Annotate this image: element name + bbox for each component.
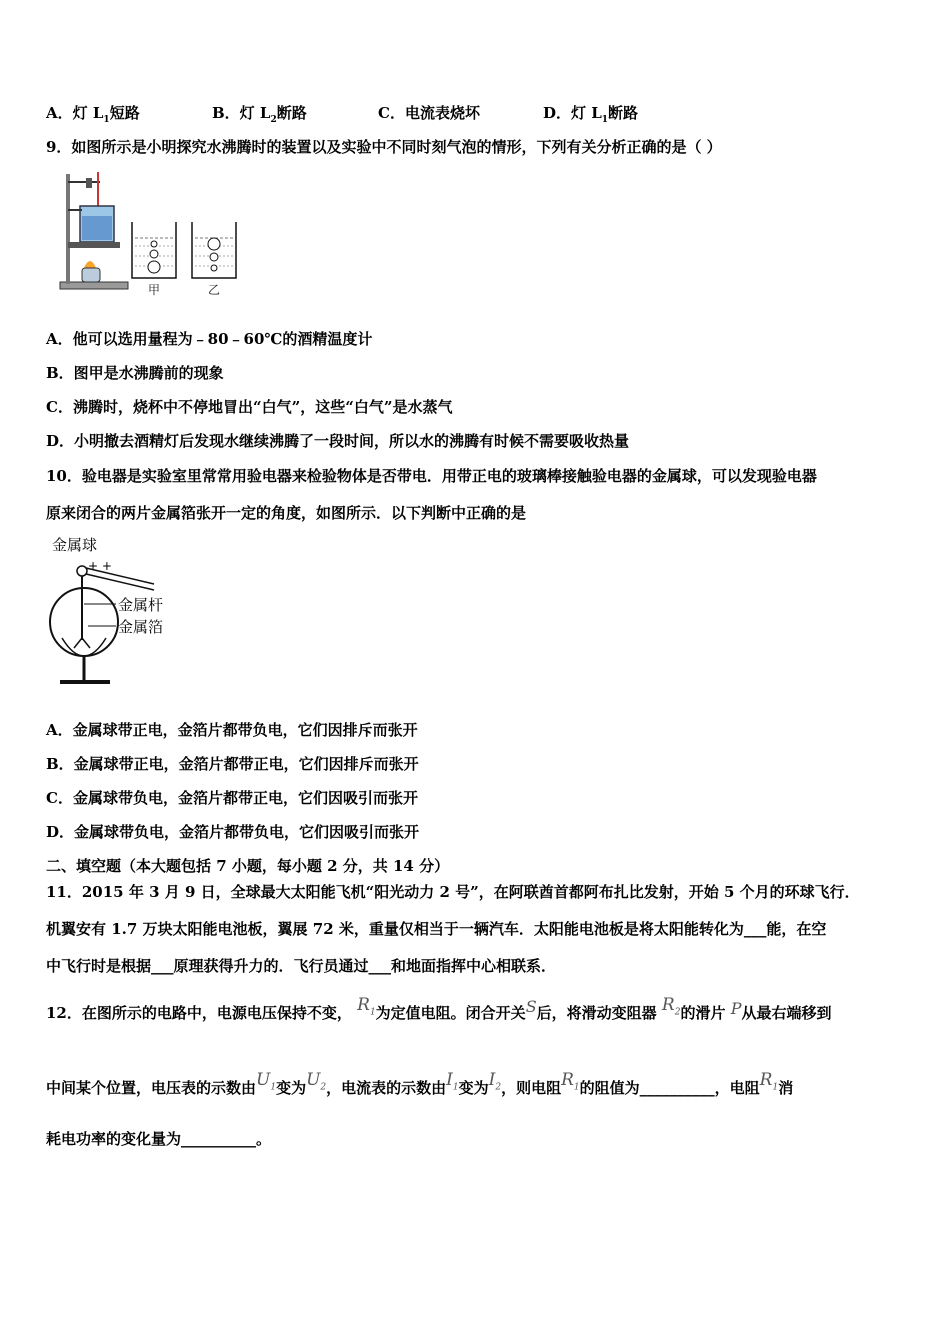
q8-option-c: C．电流表烧坏: [378, 104, 480, 122]
q10-stem-line2: 原来闭合的两片金属箔张开一定的角度，如图所示．以下判断中正确的是: [46, 504, 527, 522]
label-metal-rod: 金属杆: [118, 596, 164, 614]
q9-option-c: C．沸腾时，烧杯中不停地冒出“白气”，这些“白气”是水蒸气: [46, 398, 453, 416]
label-charge: + +: [88, 559, 112, 573]
section-2-heading: 二、填空题（本大题包括 7 小题，每小题 2 分，共 14 分）: [46, 857, 450, 875]
q11-line1: 11．2015 年 3 月 9 日，全球最大太阳能飞机“阳光动力 2 号”，在阿联酋首都阿布扎比发射，开始 5 个月的环球飞行．: [46, 883, 860, 901]
q9-option-b: B．图甲是水沸腾前的现象: [46, 364, 224, 382]
label-metal-ball: 金属球: [52, 536, 98, 554]
q12-line2: 中间某个位置，电压表的示数由$U_1$变为$U_2$，电流表的示数由$I_1$变为$I_2$，则电阻$R_1$的阻值为__________，电阻$R_1$消: [46, 1070, 794, 1097]
q8-option-d: D．灯 $L_1$断路: [543, 104, 639, 125]
q8-option-a: A．灯 $L_1$短路: [46, 104, 140, 125]
q11-line2: 机翼安有 1.7 万块太阳能电池板，翼展 72 米，重量仅相当于一辆汽车．太阳能电池板是将太阳能转化为___能，在空: [46, 920, 827, 938]
q9-option-a: A．他可以选用量程为﹣80﹣60℃的酒精温度计: [46, 330, 373, 348]
q8-option-b: B．灯 $L_2$断路: [212, 104, 307, 125]
sym-p: P: [730, 999, 742, 1018]
fig-label-jia: 甲: [148, 283, 161, 297]
q10-option-b: B．金属球带正电，金箔片都带正电，它们因排斥而张开: [46, 755, 419, 773]
sym-i2: $I_2$: [488, 1070, 502, 1093]
q10-option-c: C．金属球带负电，金箔片都带正电，它们因吸引而张开: [46, 789, 418, 807]
q10-option-a: A．金属球带正电，金箔片都带负电，它们因排斥而张开: [46, 721, 418, 739]
sym-r1-b: $R_1$: [561, 1070, 580, 1093]
label-metal-foil: 金属箔: [118, 618, 164, 636]
q9-stem: 9．如图所示是小明探究水沸腾时的装置以及实验中不同时刻气泡的情形，下列有关分析正确的是（ ）: [46, 138, 722, 156]
fig-label-yi: 乙: [208, 283, 221, 297]
q10-option-d: D．金属球带负电，金箔片都带负电，它们因吸引而张开: [46, 823, 420, 841]
q11-line3: 中飞行时是根据___原理获得升力的．飞行员通过___和地面指挥中心相联系．: [46, 957, 557, 975]
q12-line3: 耗电功率的变化量为__________。: [46, 1130, 272, 1148]
sym-i1: $I_1$: [446, 1070, 459, 1093]
sym-u2: $U_2$: [306, 1070, 327, 1093]
sym-u1: $U_1$: [256, 1070, 277, 1093]
q12-line1: 12．在图所示的电路中，电源电压保持不变， $R_1$为定值电阻。闭合开关S后，将滑动变阻器 $R_2$的滑片 P从最右端移到: [46, 995, 832, 1022]
q9-option-d: D．小明撤去酒精灯后发现水继续沸腾了一段时间，所以水的沸腾有时候不需要吸收热量: [46, 432, 630, 450]
sym-r1: $R_1$: [357, 995, 376, 1018]
q9-figure: [56, 170, 266, 298]
sym-r2: $R_2$: [661, 995, 681, 1018]
q10-electroscope-figure: [44, 534, 194, 692]
q10-stem-line1: 10．验电器是实验室里常常用验电器来检验物体是否带电．用带正电的玻璃棒接触验电器的金属球，可以发现验电器: [46, 467, 817, 485]
sym-r1-c: $R_1$: [759, 1070, 779, 1093]
sym-s: S: [525, 997, 537, 1016]
